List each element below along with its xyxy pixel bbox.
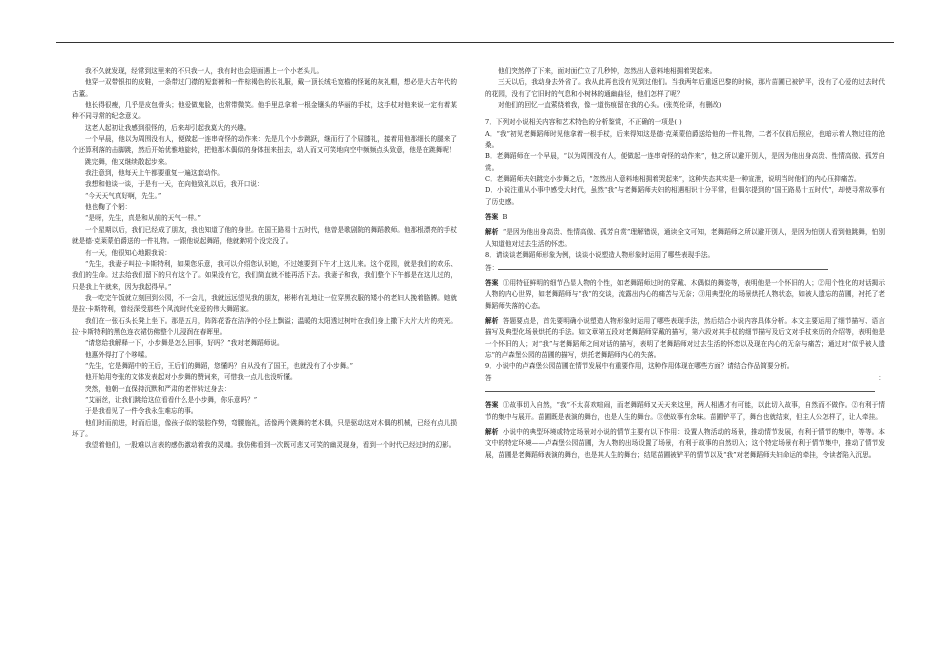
explanation-text: 答题要点是，首先要明确小说塑造人物形象时运用了哪些表现手法，然后结合小说内容具体分析。本文主要运用了细节描写、语言描写及典型化场景烘托的手法。如文章第五段对老舞蹈师穿戴的描写，第六段对其手杖的细节描写及后文对手杖来历的介绍等，表明他是一个怀旧的人；对“我”与老舞蹈师之间对话的描写，表明了老舞蹈师对过去生活的怀恋以及现在内心的无奈与痛苦；通过对“似乎被人遗忘”的卢森堡公园的苗圃的描写，烘托老舞蹈师内心的失落。: [485, 316, 886, 359]
answer-prompt: [485, 373, 885, 397]
question-9: 9．小说中的卢森堡公园苗圃在情节发展中有重要作用，这种作用体现在哪些方面？请结合作品简要分析。: [485, 362, 794, 371]
paragraph: “今天天气真好啊，先生。”: [85, 191, 162, 200]
answer-8: [485, 278, 885, 312]
paragraph: 三天以后，我动身去外省了。我从此再也没有见到过他们。当我两年后重返巴黎的时候，那片苗圃已被铲平，没有了心爱的过去时代的花园，没有了它旧时的气息和小树林的通幽曲径，他们怎样了呢？: [485, 78, 885, 98]
story-column-left: [72, 66, 457, 452]
answer-line: [498, 262, 828, 270]
paragraph: 他长得很瘦，几乎是皮包骨头；他爱做鬼脸，也常带微笑。他手里总拿着一根金镶头的华丽的手杖，这手杖对他来说一定有着某种不同寻常的纪念意义。: [72, 101, 457, 121]
explanation-text: “是因为他出身高贵、性情高傲、孤芳自赏”理解错误，通读全文可知，老舞蹈师之所以避开别人，是因为怕别人看到他跳舞，怕别人知道他对过去生活的怀恋。: [485, 228, 885, 248]
paragraph: 我望着他们，一股难以言表的感伤激动着我的灵魂。我仿佛看到一次既可悲又可笑的幽灵现身，看到一个时代已经过时的幻影。: [85, 441, 456, 450]
question-8: 8．请谈谈老舞蹈师形象为例，谈谈小说塑造人物形象时运用了哪些表现手法。: [485, 251, 715, 260]
story-column-right: [485, 66, 885, 461]
explanation-7: [485, 227, 885, 250]
explanation-text: 小说中的典型环境或特定场景对小说的情节主要有以下作用：设置人物活动的场景，推动情节发展，有利于情节的集中，等等。本文中的特定环境——卢森堡公园苗圃，为人物的出场设置了场景，有利于故事的自然切入；这个特定场景有利于情节集中，推动了情节发展，苗圃是老舞蹈师表演的舞台，也是其人生的舞台；结尾苗圃被铲平的情节以及“我”对老舞蹈师夫妇命运的牵挂，令读者陷入沉思。: [485, 427, 886, 459]
option-d: D．小说注重从小事中感受大时代，虽然“我”与老舞蹈师夫妇的相遇相识十分平常，但偶尔提到的“国王路易十五时代”，却使寻常故事有了历史感。: [485, 186, 885, 206]
paragraph: 跳完舞，他又继续散起步来。: [85, 157, 171, 166]
paragraph: “先生，它是舞蹈中的王后，王后们的舞蹈，您懂吗？自从没有了国王，也就没有了小步舞。”: [85, 361, 354, 370]
paragraph: 于是我看见了一件令我永生难忘的事。: [85, 407, 198, 416]
paragraph: “请您给我解释一下，小步舞是怎么回事，好吗？”我对老舞蹈师说。: [85, 339, 284, 348]
answer-text: ①故事切入自然，“我”不太喜欢喧闹，而老舞蹈师又天天来这里，两人相遇才有可能，以此切入故事，自然而不做作。②有利于情节的集中与展开。苗圃既是表演的舞台，也是人生的舞台。③使故事有余味。苗圃铲平了，舞台也就结束，但主人公怎样了，让人牵挂。: [485, 401, 885, 421]
paragraph: 他穿一双带银扣的皮鞋，一条带过门襟的短套裤和一件棕褐色的长礼服，戴一顶长绒毛宽檐的怪诞的灰礼帽，想必是大古年代的古董。: [72, 78, 457, 98]
explanation-label: 解析: [485, 316, 499, 325]
explanation-8: [485, 316, 885, 361]
paragraph: 一个早晨，他以为周围没有人，便做起一连串奇怪的动作来：先是几个小步跳跃，继而行了个屈膝礼，接着用他那细长的腿来了个还算利落的击脚跳，然后开始优雅地旋转，把他那木偶似的身体扭来扭去，动人而又可笑地向空中频频点头致意，他是在跳舞呢！: [72, 135, 457, 155]
paragraph: 我想和他谈一谈，于是有一天，在向他致礼以后，我开口说：: [85, 180, 264, 189]
answer-label: 答案: [485, 278, 499, 287]
paragraph: 突然，他朝一直保持沉默和严肃的老伴转过身去：: [85, 384, 231, 393]
paragraph: 他们突然停了下来，面对面伫立了几秒钟，忽然出人意料地相拥着哭起来。: [498, 67, 717, 75]
explanation-9: [485, 427, 885, 461]
answer-label: 答案: [485, 213, 499, 222]
paragraph: 他们时而前进，时而后退，像孩子似的装腔作势，弯腰施礼，活像两个跳舞的老木偶，只是驱动这对木偶的机械，已经有点儿损坏了。: [72, 418, 457, 438]
paragraph: “是呀，先生，真是和从前的天气一样。”: [85, 214, 201, 223]
paragraph: 对他们的回忆一直萦绕着我，像一道伤痕留在我的心头。(张英伦译，有删改): [498, 101, 722, 110]
option-c: C．老舞蹈师夫妇跳完小步舞之后，“忽然出人意料地相拥着哭起来”，这种失态其实是一种宣泄，说明当时他们的内心压抑痛苦。: [485, 175, 861, 184]
header-rule: [56, 42, 894, 43]
answer-label: 答案: [485, 401, 499, 410]
paragraph: 我一吃完午饭就立刻回到公园，不一会儿，我就远远望见我的朋友，彬彬有礼地让一位穿黑衣服的矮小的老妇人挽着胳膊。她就是拉·卡斯特利，曾经深受那些个风流时代宠爱的伟大舞蹈家。: [72, 293, 457, 314]
paragraph: 我不久就发现，经常到这里来的不只我一人，我有时也会迎面遇上一个小老头儿。: [85, 67, 324, 75]
option-b: B．老舞蹈师在一个早晨，“以为周围没有人，便做起一连串奇怪的动作来”，他之所以避开别人，是因为他出身高贵、性情高傲、孤芳自赏。: [485, 152, 885, 172]
paragraph: 他惠外得打了个哆嗦。: [85, 350, 152, 359]
answer-text: ①用特征鲜明的细节凸显人物的个性，如老舞蹈师过时的穿戴、木偶似的舞姿等，表明他是一个怀旧的人；②用个性化的对话揭示人物的内心世界，如老舞蹈师与“我”的交谈，流露出内心的痛苦与无奈；③用典型化的场景烘托人物状态，如被人遗忘的苗圃，衬托了老舞蹈师失落的心态。: [485, 278, 886, 310]
paragraph: 他开始用夸张的文体发表起对小步舞的赞词来，可惜我一点儿也没听懂。: [85, 373, 297, 382]
explanation-label: 解析: [485, 228, 499, 237]
answer-text: B: [502, 213, 508, 222]
answer-line: [485, 384, 875, 392]
answer-9: [485, 400, 885, 423]
paragraph: “先生，我妻子叫拉·卡斯特利，如果您乐意，我可以介绍您认识她，不过她要到下午才上这儿来。这个花园，就是我们的欢乐、我们的生命。过去给我们留下的只有这个了。如果没有它，我们简直就不能再活下去。我妻子和我，我们整个下午都是在这儿过的，只是我上午就来，因为我起得早。”: [72, 259, 457, 291]
paragraph: 我注意到，他每天上午都要重复一遍这套动作。: [85, 169, 224, 178]
option-a: A．“我”初见老舞蹈师时见他拿着一根手杖，后来得知这是德·克莱蒙伯爵送给他的一件礼物，二者不仅前后照应，也暗示着人物过往的沧桑。: [485, 129, 885, 150]
paragraph: 有一天，他很知心地跟我说：: [85, 248, 171, 257]
answer-prompt-label: 答：: [485, 373, 885, 382]
question-7: 7．下列对小说相关内容和艺术特色的分析鉴赏，不正确的一项是( ): [485, 118, 682, 127]
answer-prompt: [485, 262, 885, 274]
answer-prompt-label: 答：: [485, 263, 499, 272]
paragraph: 这老人起初让我感到很怪的，后来却引起我莫大的兴趣。: [85, 123, 251, 132]
paragraph: 我们在一张石头长凳上坐下。那是五月，阵阵花香在洁净的小径上飘溢；温暖的太阳透过树叶在我们身上撒下大片大片的亮光。拉·卡斯特利的黑色连衣裙仿佛整个儿浸润在春晖里。: [72, 316, 457, 336]
explanation-label: 解析: [485, 427, 499, 436]
answer-7: [485, 212, 885, 223]
paragraph: 他也鞠了个躬：: [85, 203, 132, 212]
paragraph: “艾丽丝，让我们跳给这位看看什么是小步舞，你乐意吗？”: [85, 395, 258, 404]
paragraph: 一个星期以后，我们已经成了朋友，我也知道了他的身世。在国王路易十五时代，他曾是歌剧院的舞蹈教师。他那根漂亮的手杖就是德·克莱蒙伯爵送的一件礼物。一跟他说起舞蹈，他就絮叨个没完没了。: [72, 225, 457, 246]
